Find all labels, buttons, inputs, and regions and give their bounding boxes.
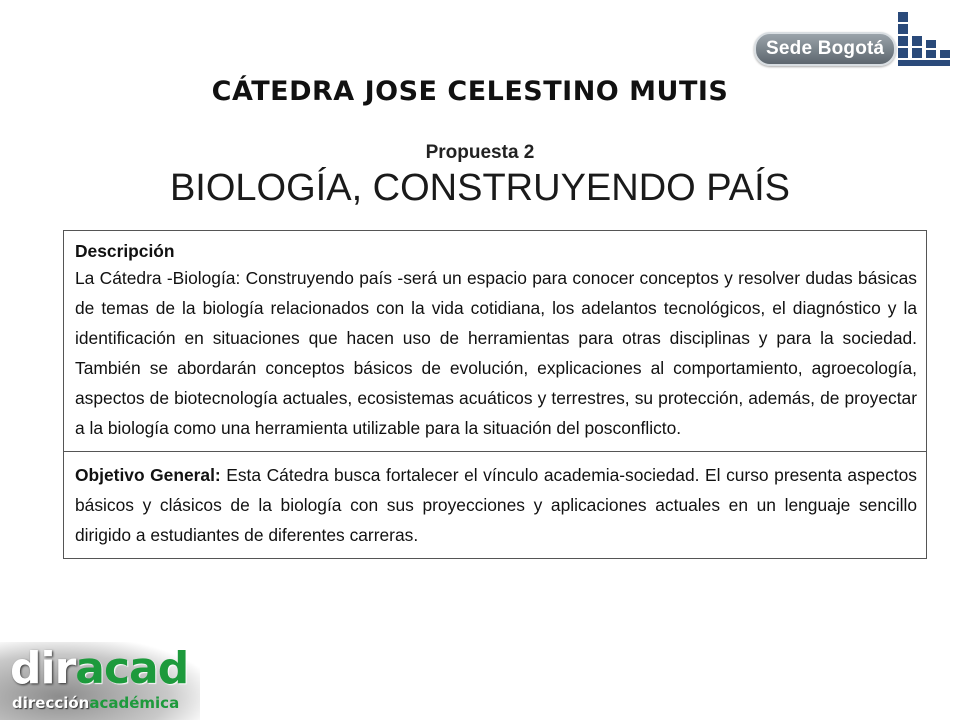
diracad-logo [0, 642, 200, 720]
sede-bogota-logo [754, 10, 954, 70]
page-title: CÁTEDRA JOSE CELESTINO MUTIS [211, 76, 729, 107]
content-table [63, 230, 927, 559]
objective-section [64, 451, 926, 558]
diracad-subtitle: direcciónacadémica [12, 694, 180, 712]
course-title: BIOLOGÍA, CONSTRUYENDO PAÍS [169, 167, 791, 209]
description-section [64, 231, 926, 451]
objective-heading: Objetivo General: [75, 465, 221, 485]
description-heading: Descripción [75, 241, 175, 261]
description-body: La Cátedra -Biología: Construyendo país -será un espacio para conocer conceptos y resolver dudas básicas de temas de la biología relacionados con la vida cotidiana, los adelantos tecnológicos, el diagnóstico y la identificación en situaciones que hacen uso de herramientas para otras disciplinas y para la sociedad. También se abordarán conceptos básicos de evolución, explicaciones al comportamiento, agroecología, aspectos de biotecnología actuales, ecosistemas acuáticos y terrestres, su protección, además, de proyectar a la biología como una herramienta utilizable para la situación del posconflicto. [75, 268, 917, 438]
objective-body: Esta Cátedra busca fortalecer el vínculo academia-sociedad. El curso presenta aspectos básicos y clásicos de la biología con sus proyecciones y aplicaciones actuales en un lenguaje sencillo dirigido a estudiantes de diferentes carreras. [75, 465, 918, 545]
sede-bogota-label: Sede Bogotá [754, 32, 896, 66]
proposal-label: Propuesta 2 [425, 142, 535, 163]
university-mark-icon [896, 10, 954, 70]
diracad-wordmark: diracad [10, 643, 189, 694]
